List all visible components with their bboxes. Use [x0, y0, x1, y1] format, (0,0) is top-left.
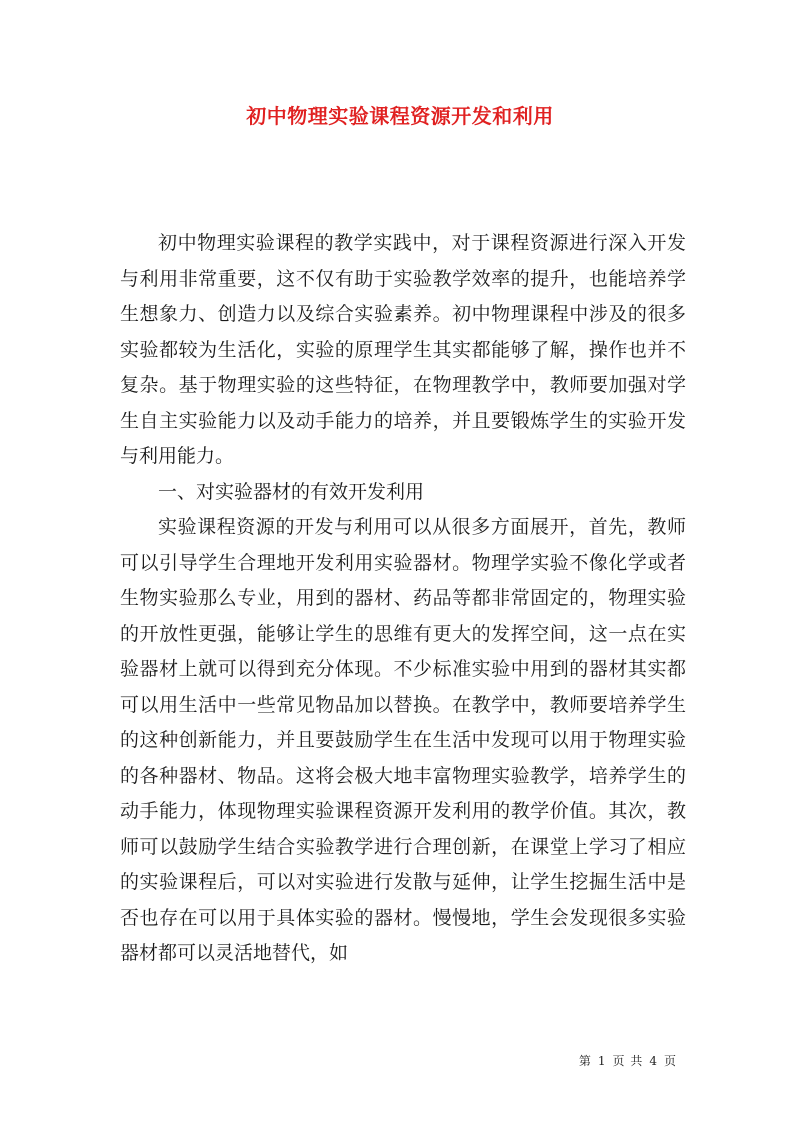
- document-body: [120, 226, 686, 972]
- paragraph-intro: 初中物理实验课程的教学实践中，对于课程资源进行深入开发与利用非常重要，这不仅有助于实验教学效率的提升，也能培养学生想象力、创造力以及综合实验素养。初中物理课程中涉及的很多实验都较为生活化，实验的原理学生其实都能够了解，操作也并不复杂。基于物理实验的这些特征，在物理教学中，教师要加强对学生自主实验能力以及动手能力的培养，并且要锻炼学生的实验开发与利用能力。: [120, 232, 686, 467]
- paragraph-section-1: 实验课程资源的开发与利用可以从很多方面展开，首先，教师可以引导学生合理地开发利用实验器材。物理学实验不像化学或者生物实验那么专业，用到的器材、药品等都非常固定的，物理实验的开放性更强，能够让学生的思维有更大的发挥空间，这一点在实验器材上就可以得到充分体现。不少标准实验中用到的器材其实都可以用生活中一些常见物品加以替换。在教学中，教师要培养学生的这种创新能力，并且要鼓励学生在生活中发现可以用于物理实验的各种器材、物品。这将会极大地丰富物理实验教学，培养学生的动手能力，体现物理实验课程资源开发利用的教学价值。其次，教师可以鼓励学生结合实验教学进行合理创新，在课堂上学习了相应的实验课程后，可以对实验进行发散与延伸，让学生挖掘生活中是否也存在可以用于具体实验的器材。慢慢地，学生会发现很多实验器材都可以灵活地替代，如: [120, 516, 686, 964]
- document-title: 初中物理实验课程资源开发和利用: [246, 104, 554, 128]
- footer-prefix: 第: [578, 1054, 592, 1068]
- section-heading: 一、对实验器材的有效开发利用: [158, 480, 425, 503]
- page-footer: [576, 1052, 680, 1069]
- footer-page-number: 1: [597, 1054, 607, 1068]
- footer-mid: 页 共: [612, 1054, 644, 1068]
- footer-suffix: 页: [663, 1054, 677, 1068]
- footer-total-pages: 4: [649, 1054, 658, 1068]
